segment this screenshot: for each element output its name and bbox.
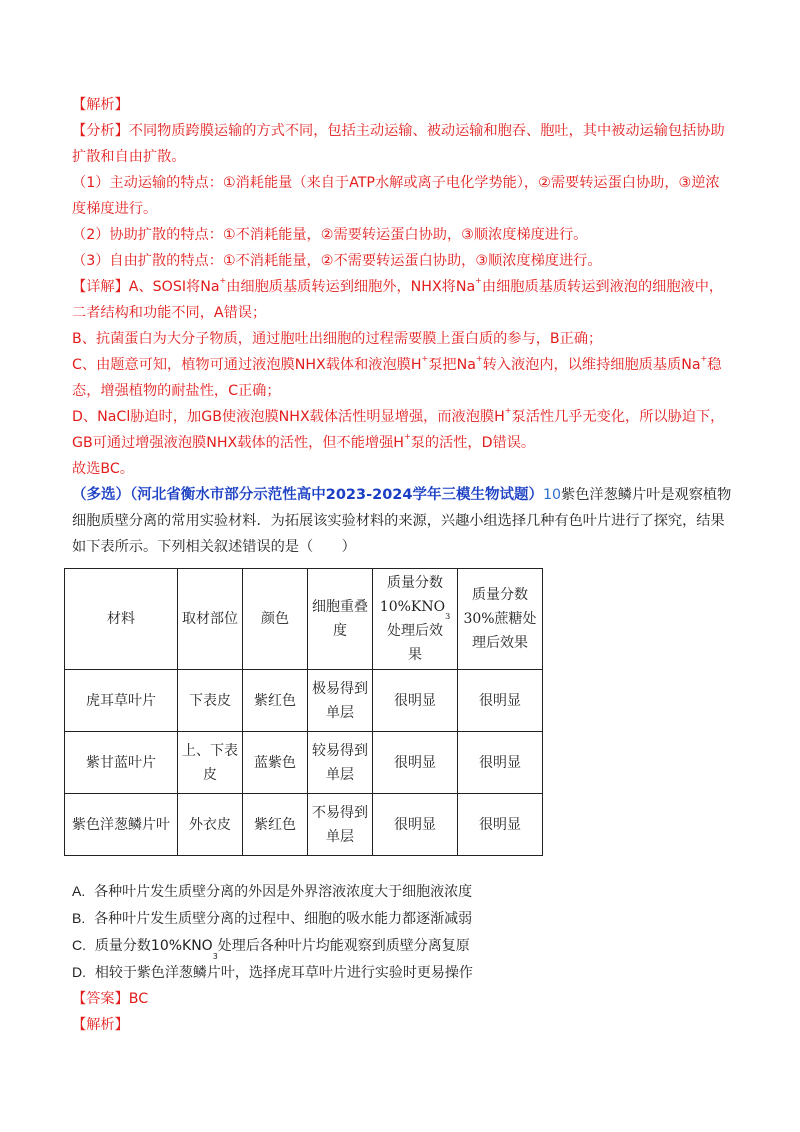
question-number: 10 <box>542 487 562 503</box>
table-cell: 紫色洋葱鳞片叶 <box>65 794 178 856</box>
conclusion: 故选BC。 <box>72 461 134 477</box>
table-cell: 紫红色 <box>243 794 308 856</box>
detail-b: B、抗菌蛋白为大分子物质，通过胞吐出细胞的过程需要膜上蛋白质的参与，B正确； <box>72 331 603 347</box>
table-cell: 很明显 <box>458 794 543 856</box>
table-cell: 很明显 <box>373 732 458 794</box>
table-cell: 很明显 <box>458 732 543 794</box>
table-cell: 很明显 <box>458 670 543 732</box>
point-2: （2）协助扩散的特点：①不消耗能量，②需要转运蛋白协助，③顺浓度梯度进行。 <box>72 227 588 243</box>
table-cell: 虎耳草叶片 <box>65 670 178 732</box>
table-row <box>65 732 543 794</box>
table-cell: 蓝紫色 <box>243 732 308 794</box>
table-row <box>65 670 543 732</box>
question-source: （多选）（河北省衡水市部分示范性高中2023-2024学年三模生物试题） <box>72 487 543 503</box>
table-header-cell: 颜色 <box>243 569 308 670</box>
fenxi-text: 不同物质跨膜运输的方式不同，包括主动运输、被动运输和胞吞、胞吐，其中被动运输包括协助扩散和自由扩散。 <box>72 123 725 165</box>
table-cell: 紫红色 <box>243 670 308 732</box>
table-cell: 紫甘蓝叶片 <box>65 732 178 794</box>
table-cell: 较易得到单层 <box>308 732 373 794</box>
option-b: B. 各种叶片发生质壁分离的过程中、细胞的吸水能力都逐渐减弱 <box>72 910 473 927</box>
fenxi-tag: 【分析】 <box>72 123 129 139</box>
point-1: （1）主动运输的特点：①消耗能量（来自于ATP水解或离子电化学势能），②需要转运蛋白协助，③逆浓度梯度进行。 <box>72 175 720 217</box>
detail-c: C、由题意可知，植物可通过液泡膜NHX载体和液泡膜H+泵把Na+转入液泡内，以维持细胞质基质Na+稳态，增强植物的耐盐性，C正确； <box>72 354 722 399</box>
option-d: D. 相较于紫色洋葱鳞片叶，选择虎耳草叶片进行实验时更易操作 <box>72 964 473 981</box>
results-table <box>64 568 543 856</box>
table-cell: 下表皮 <box>178 670 243 732</box>
table-header-cell: 质量分数 30%蔗糖处 理后效果 <box>458 569 543 670</box>
table-cell: 极易得到单层 <box>308 670 373 732</box>
detail-d: D、NaCl胁迫时，加GB使液泡膜NHX载体活性明显增强，而液泡膜H+泵活性几乎无变化，所以胁迫下，GB可通过增强液泡膜NHX载体的活性，但不能增强H+泵的活性，D错误。 <box>72 406 725 451</box>
analysis-paragraph <box>72 118 732 170</box>
detail-a: 【详解】A、SOSI将Na+由细胞质基质转运到细胞外，NHX将Na+由细胞质基质转运到液泡的细胞液中，二者结构和功能不同，A错误； <box>72 276 724 321</box>
table-header-cell: 取材部位 <box>178 569 243 670</box>
analysis-heading: 【解析】 <box>72 97 129 113</box>
table-header-cell: 细胞重叠度 <box>308 569 373 670</box>
table-cell: 外衣皮 <box>178 794 243 856</box>
question-stem <box>72 482 732 560</box>
table-cell: 不易得到单层 <box>308 794 373 856</box>
table-header-cell: 材料 <box>65 569 178 670</box>
answer-line <box>72 986 732 1012</box>
document-page <box>72 92 732 1038</box>
table-cell: 很明显 <box>373 670 458 732</box>
xiangjie-tag: 【详解】 <box>72 279 129 295</box>
table-header-cell: 质量分数 $10\%KNO_3$ 处理后效 果 <box>373 569 458 670</box>
answer-tag: 【答案】 <box>72 991 129 1007</box>
answer-value: BC <box>128 991 149 1007</box>
option-c: C. 质量分数$10\%KNO_3$处理后各种叶片均能观察到质壁分离复原 <box>72 937 470 961</box>
table-cell: 很明显 <box>373 794 458 856</box>
table-header-row <box>65 569 543 670</box>
question-text: 紫色洋葱鳞片叶是观察植物细胞质壁分离的常用实验材料．为拓展该实验材料的来源，兴趣小组选择几种有色叶片进行了探究，结果如下表所示。下列相关叙述错误的是（ ） <box>72 487 732 555</box>
table-row <box>65 794 543 856</box>
option-a: A. 各种叶片发生质壁分离的外因是外界溶液浓度大于细胞液浓度 <box>72 883 473 900</box>
analysis-heading-2: 【解析】 <box>72 1017 129 1033</box>
table-cell: 上、下表皮 <box>178 732 243 794</box>
point-3: （3）自由扩散的特点：①不消耗能量，②不需要转运蛋白协助，③顺浓度梯度进行。 <box>72 253 602 269</box>
